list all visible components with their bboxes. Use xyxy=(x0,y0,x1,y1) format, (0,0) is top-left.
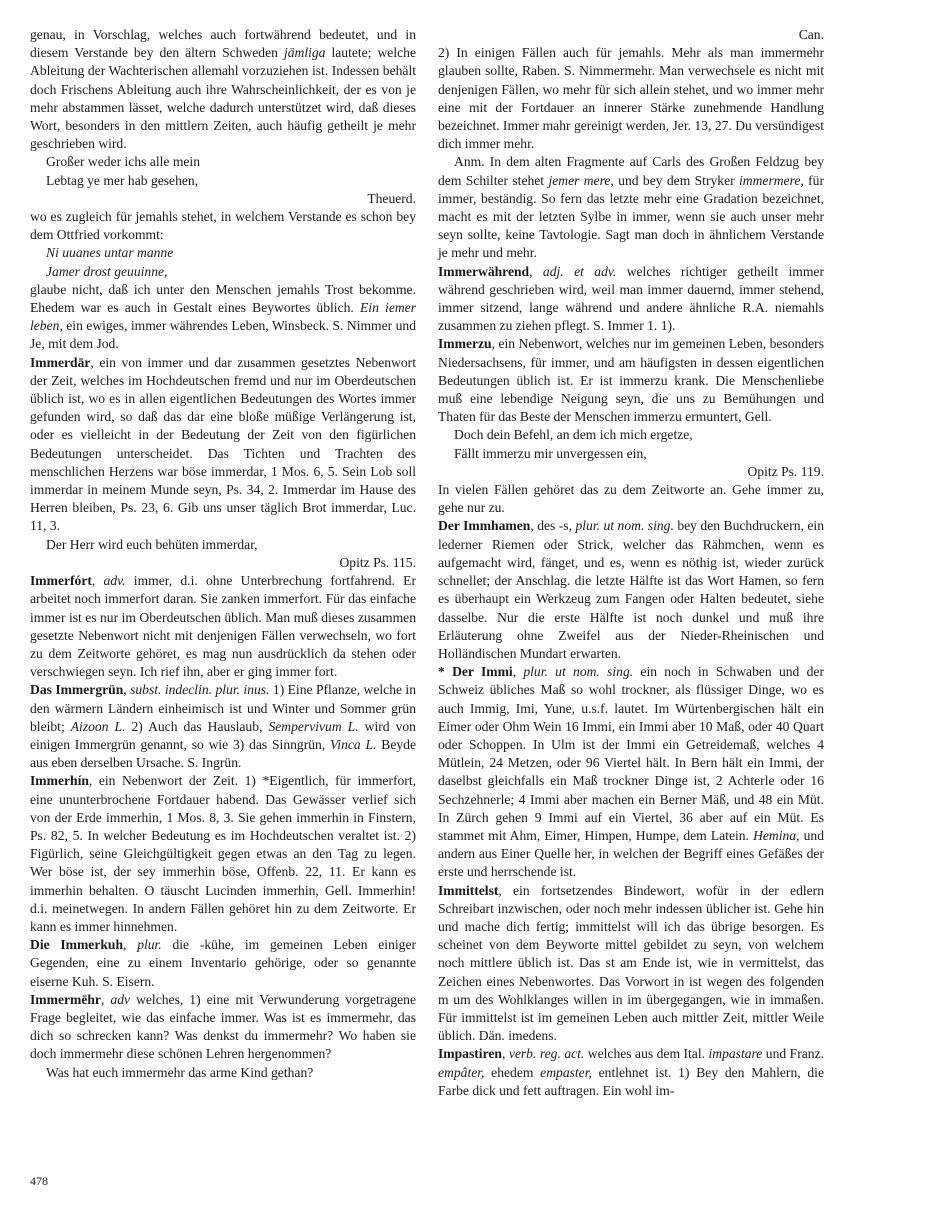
verse-line: Ni uuanes untar manne xyxy=(46,245,174,261)
headword: Immerhín xyxy=(30,773,89,789)
annotation-paragraph: Anm. In dem alten Fragmente auf Carls des Großen Feldzug bey dem Schilter stehet jemer mere, und bey dem Stryker immermere, für immer, beständig. So fern das letzte mehr eine Gradation bezeichnet, macht es mit der letzten Sylbe in immer, wenn sie auch unser mehr seyn sollte, keine Tavtologie. Sagt man doch in ähnlichem Verstande je mehr und mehr. xyxy=(438,154,825,261)
headword: Die Immerkuh xyxy=(30,937,124,953)
entry-text: wo es zugleich für jemahls stehet, in welchem Verstande es schon bey dem Ottfried vorkommt: xyxy=(30,209,416,243)
headword: Immerzu xyxy=(438,336,492,352)
entry-immhamen: Der Immhamen, des -s, plur. ut nom. sing. bey den Buchdruckern, ein lederner Riemen oder Strick, welcher das Rähmchen, wenn es aufgemacht wird, fänget, und es, wenn es nöthig ist, wieder zurück schnellet; der Anschlag. die letzte Hälfte ist das Wort Hamen, so fern es überhaupt ein Werkzeug zum Fangen oder Halten bedeutet, siehe dasselbe. Nur die erste Hälfte ist noch dunkel und muß ihre Erläuterung ohne Zweifel aus der Nieder-Rheinischen und Holländischen Mundart erwarten. xyxy=(438,518,825,661)
entry-text: glaube nicht, daß ich unter den Menschen jemahls Trost bekomme. Ehedem war es auch in Gestalt eines Beywortes üblich. Ein iemer leben, ein ewiges, immer währendes Leben, Winsbeck. S. Nimmer und Je, mit dem Jod. xyxy=(30,281,417,352)
headword: Der Immhamen xyxy=(438,518,531,534)
headword: Immermēhr xyxy=(30,991,101,1007)
entry-immergruen: Das Immergrün, subst. indeclin. plur. inus. 1) Eine Pflanze, welche in den wärmern Ländern einheimisch ist und Winter und Sommer grün bleibt; Aizoon L. 2) Auch das Hauslaub, Sempervivum L. wird von einigen Immergrün genannt, so wie 3) das Sinngrün, Vinca L. Beyde aus eben derselben Ursache. S. Ingrün. xyxy=(30,682,417,771)
grammar-note: adv. xyxy=(103,573,126,589)
entry-immerwaehrend: Immerwährend, adj. et adv. welches richtiger getheilt immer während geschrieben wird, weil man immer dauernd, immer stehend, immer sitzend, lange während und andere ähnliche R.A. niemahls zusammen zu ziehen pflegt. S. Immer 1. 1). xyxy=(438,263,824,334)
verse-line: Großer weder ichs alle mein xyxy=(46,154,200,170)
verse-line: Jamer drost geuuinne, xyxy=(46,263,168,279)
headword: * Der Immi xyxy=(438,664,513,680)
verse-line: Doch dein Befehl, an dem ich mich ergetze, xyxy=(454,427,693,443)
entry-impastiren: Impastiren, verb. reg. act. welches aus dem Ital. impastare und Franz. empâter, ehedem empaster, entlehnet ist. 1) Bey den Mahlern, die Farbe dick und fett auftragen. Ein wohl im- xyxy=(438,1046,825,1098)
headword: Das Immergrün xyxy=(30,682,124,698)
headword: Immittelst xyxy=(438,882,499,898)
entry-immerfort: Immerfórt, adv. immer, d.i. ohne Unterbrechung fortfahrend. Er arbeitet noch immerfort daran. Sie zanken immerfort. Für das einfache immer ist es nur im Oberdeutschen üblich. Man muß dieses zusammen gesetzte Nebenwort nicht mit denjenigen Fällen verwechseln, wo fort zu dem Zeitworte gehöret, es mag nun ausdrücklich da stehen oder verschwiegen seyn. Ich rief ihn, aber er ging immer fort. xyxy=(30,573,417,680)
verse-line: Der Herr wird euch behüten immerdar, xyxy=(46,536,258,552)
entry-immittelst: Immittelst, ein fortsetzendes Bindewort, wofür in der edlern Schreibart inzwischen, oder noch mehr indessen üblicher ist. Gehe hin und mache dich fertig; immittelst will ich das übrige besorgen. Es scheinet von dem Beyworte mittel gebildet zu seyn, von welchem noch mittlere üblich ist. Das st am Ende ist, wie in vermittelst, das Zeichen eines Nebenwortes. Das Vorwort in ist wegen des folgenden m um des Wohlklanges willen in im übergegangen, wie in immaßen. Für immittelst ist im gemeinen Leben auch mittler Zeit, mittler Weile üblich. Dän. imedens. xyxy=(438,882,824,1044)
entry-immerdar: Immerdār, ein von immer und dar zusammen gesetztes Nebenwort der Zeit, welches im Hochdeutschen fremd und nur im Oberdeutschen üblich ist, wo es in allen eigentlichen Bedeutungen des Wortes immer gefunden wird, so daß das dar eine bloße müßige Verlängerung ist, oder es vielleicht in der Bedeutung der Zeit von den figürlichen Bedeutungen unterscheidet. Das Tichten und Trachten des menschlichen Herzens war böse immerdar, 1 Mos. 6, 5. Sein Lob soll immerdar in meinem Munde seyn, Ps. 34, 2. Immerdar im Hause des Herren bleiben, Ps. 23, 6. Gib uns unser täglich Brot immerdar, Luc. 11, 3. xyxy=(30,354,416,534)
right-column xyxy=(438,26,824,1100)
page-number: 478 xyxy=(30,1174,48,1188)
entry-text: 2) In einigen Fällen auch für jemahls. Mehr als man immermehr glauben sollte, Raben. S. Nimmermehr. Man verwechsele es nicht mit denjenigen Fällen, wo mehr für sich allein stehet, und wo immer mehr eine mit der Fortdauer an innerer Stärke zunehmende Handlung bezeichnet. Immer mahr gereinigt werden, Jer. 13, 27. Du versündigest dich immer mehr. xyxy=(438,45,824,152)
grammar-note: plur. ut nom. sing. xyxy=(523,664,634,680)
headword: Immerdār xyxy=(30,354,91,370)
headword: Impastiren xyxy=(438,1046,502,1062)
verse-line: Lebtag ye mer hab gesehen, xyxy=(46,172,199,188)
headword: Immerwährend xyxy=(438,263,530,279)
grammar-note: subst. indeclin. plur. inus. xyxy=(130,682,270,698)
grammar-note: plur. xyxy=(137,937,162,953)
entry-immerkuh: Die Immerkuh, plur. die -kühe, im gemeinen Leben einiger Gegenden, eine zu einem Inventario gehörige, oder so genannte eiserne Kuh. S. Eisern. xyxy=(30,937,416,989)
verse-reference: Theuerd. xyxy=(367,190,416,206)
grammar-note: adj. et adv. xyxy=(542,263,617,279)
entry-immerzu: Immerzu, ein Nebenwort, welches nur im gemeinen Leben, besonders Niedersachsens, für immer, und am häufigsten in dessen eigentlichen Bedeutungen üblich ist. Er ist immerzu krank. Die Menschenliebe muß eine lebendige Neigung seyn, die uns zu Bemühungen und Thaten für das Beste der Menschen immerzu ermuntert, Gell. xyxy=(438,336,824,425)
verse-line: Fällt immerzu mir unvergessen ein, xyxy=(454,445,647,461)
entry-text: In vielen Fällen gehöret das zu dem Zeitworte an. Gehe immer zu, gehe nur zu. xyxy=(438,482,824,516)
verse-reference: Can. xyxy=(798,27,824,42)
entry-immerhin: Immerhín, ein Nebenwort der Zeit. 1) *Eigentlich, für immerfort, eine ununterbrochene Fortdauer habend. Das Gewässer verlief sich von der Erde immerhin, 1 Mos. 8, 3. Sie gehen immerhin in Finstern, Ps. 82, 5. In welcher Bedeutung es im Hochdeutschen veraltet ist. 2) Figürlich, seine Gleichgültigkeit gegen etwas an den Tag zu legen. Wer böse ist, der sey immerhin böse, Offenb. 22, 11. Er kann es immerhin behalten. O täuscht Lucinden immerhin, Gell. Immerhin! d.i. meinetwegen. In andern Fällen gehöret hin zu dem Zeitworte. Er kann es immer hinnehmen. xyxy=(30,773,416,934)
grammar-note: verb. reg. act. xyxy=(508,1046,585,1062)
verse-reference: Opitz Ps. 119. xyxy=(747,463,824,479)
headword: Immerfórt xyxy=(30,573,92,589)
entry-immermehr: Immermēhr, adv welches, 1) eine mit Verwunderung vorgetragene Frage begleitet, wie das einfache immer. Was ist es immermehr, das dich so schrecken kann? Was denkst du immermehr? Wo haben sie doch immermehr diese schönen Lehren hergenommen? xyxy=(30,991,416,1062)
grammar-note: adv xyxy=(110,991,131,1007)
verse-line: Was hat euch immermehr das arme Kind gethan? xyxy=(46,1064,314,1080)
left-column xyxy=(30,26,416,1082)
grammar-note: plur. ut nom. sing. xyxy=(575,518,674,534)
verse-reference: Opitz Ps. 115. xyxy=(339,554,416,570)
continued-entry-text: genau, in Vorschlag, welches auch fortwährend bedeutet, und in diesem Verstande bey den ältern Schweden jämliga lautete; welche Ableitung der Wachterischen allemahl vorzuziehen ist. Indessen behält doch Frischens Ableitung auch ihre Wahrscheinlichkeit, der es von je mehr abstammen lässet, welche dadurch unterstützet wird, daß dieses Wort, besonders in den mittlern Zeiten, auch häufig getheilt je mehr geschrieben wird. xyxy=(30,27,416,152)
entry-immi: * Der Immi, plur. ut nom. sing. ein noch in Schwaben und der Schweiz übliches Maß so wohl trockner, als flüssiger Dinge, wo es auch Immig, Imi, Yune, u.s.f. lautet. Im Würtenbergischen hält ein Eimer oder Ohm Wein 16 Immi, ein Immi aber 10 Maß, oder 40 Quart oder Schoppen. In Ulm ist der Immi ein Getreidemaß, welches 4 Mütlein, 24 Metzen, oder 96 Viertel hält. In Bern hält ein Immi, der daselbst gleichfalls ein Maß trockner Dinge ist, 2 Achterle oder 16 Sechzehnerle; 4 Immi aber machen ein Berner Mäß, und 48 ein Müt. In Zürch gehen 9 Immi auf ein Viertel, 36 aber auf ein Müt. Es stammet mit Ahm, Eimer, Himpen, Humpe, dem Latein. Hemina, und andern aus Einer Quelle her, in welchen der Begriff eines Gefäßes der erste und herrschende ist. xyxy=(438,664,824,880)
